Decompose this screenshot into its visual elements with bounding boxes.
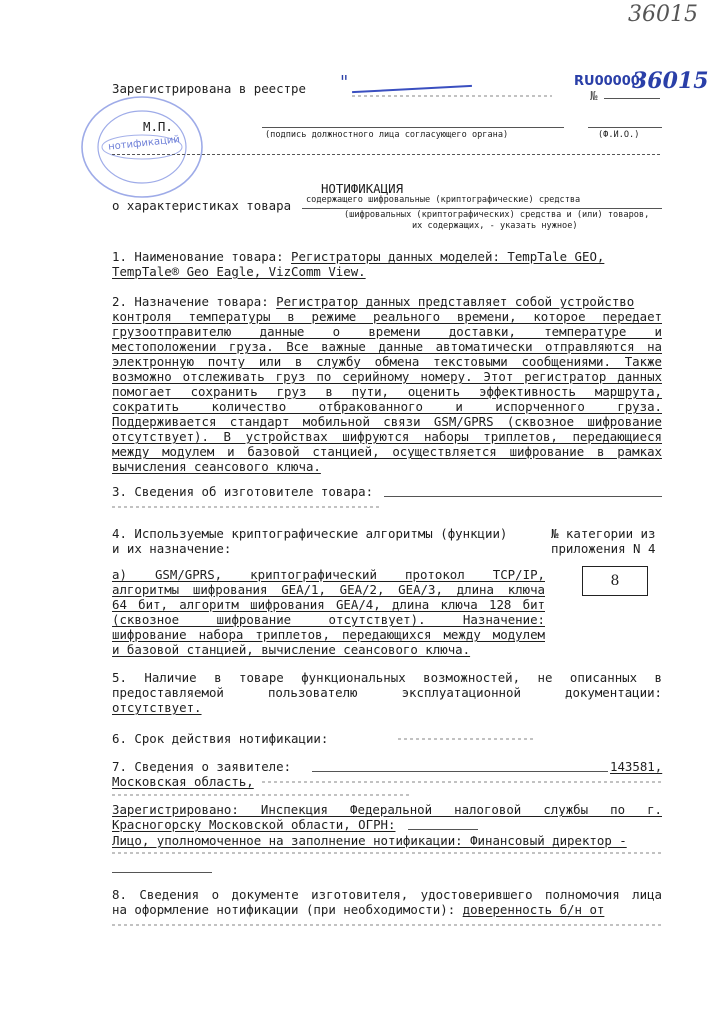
purpose-line-6: возможно отслеживать груз по серийному номеру. Этот регистратор данных <box>112 369 662 384</box>
algorithms-label-2: и их назначение: <box>112 541 232 556</box>
registry-number-handwritten: 36015 <box>632 68 709 94</box>
manufacturer-redacted <box>112 506 382 508</box>
purpose-line-5: электронную почту или в службу обмена текстовыми сообщениями. Также <box>112 354 662 369</box>
registered-quote: " <box>340 72 349 93</box>
section-goods-name <box>112 249 662 264</box>
registry-number-underline <box>604 98 660 99</box>
purpose-line-9: Поддерживается стандарт мобильной связи GSM/GPRS (сквозное шифрование <box>112 414 662 429</box>
about-goods-caption-1: (шифровальных (криптографических) средства и (или) товаров, <box>344 210 650 220</box>
authority-document-label: на оформление нотификации (при необходимости): <box>112 902 456 917</box>
undocumented-functions-line-2: предоставляемой пользователю эксплуатационной документации: <box>112 685 662 700</box>
authority-document-line-1: 8. Сведения о документе изготовителя, удостоверившего полномочия лица <box>112 887 662 902</box>
signature-caption: (подпись должностного лица согласующего органа) <box>265 130 509 140</box>
document-heading: НОТИФИКАЦИЯ <box>320 181 404 196</box>
registry-number-prefix: RU00000 <box>574 74 640 89</box>
header-separator <box>112 154 660 155</box>
validity-label: 6. Срок действия нотификации: <box>112 731 329 746</box>
undocumented-functions-line-1: 5. Наличие в товаре функциональных возможностей, не описанных в <box>112 670 662 685</box>
goods-name-value: Регистраторы данных моделей: TempTale GEO, <box>291 249 605 264</box>
purpose-line-1: Регистратор данных представляет собой устройство <box>276 294 635 309</box>
applicant-region: Московская область, <box>112 774 254 789</box>
purpose-line-8: сократить количество отбракованного и испорченного груза. <box>112 399 662 414</box>
purpose-label: 2. Назначение товара: <box>112 294 269 309</box>
manufacturer-label: 3. Сведения об изготовителе товара: <box>112 484 374 499</box>
number-sign: № <box>590 88 598 103</box>
registered-label: Зарегистрирована в реестре <box>112 81 306 96</box>
goods-name-value-2: TempTale® Geo Eagle, VizComm View. <box>112 264 366 279</box>
ogrn-underline <box>408 829 478 830</box>
purpose-line-4: местоположении груза. Все важные данные автоматически отправляются на <box>112 339 662 354</box>
applicant-authorized-person: Лицо, уполномоченное на заполнение нотификации: Финансовый директор - <box>112 833 627 848</box>
handwritten-page-number: 36015 <box>628 2 698 27</box>
algorithm-line-6: и базовой станцией, вычисление сеансового ключа. <box>112 642 471 657</box>
algorithm-line-3: 64 бит, алгоритм шифрования GEA/4, длина ключа 128 бит <box>112 597 545 612</box>
algorithm-line-4: (сквозное шифрование отсутствует). Назначение: <box>112 612 545 627</box>
purpose-line-12: вычисления сеансового ключа. <box>112 459 321 474</box>
purpose-line-7: помогает сохранить груз в пути, оценить эффективность маршрута, <box>112 384 662 399</box>
category-label-2: приложения N 4 <box>551 541 656 556</box>
mp-label: М.П. <box>143 119 173 134</box>
authority-document-redacted <box>112 924 662 926</box>
algorithm-line-1: а) GSM/GPRS, криптографический протокол TCP/IP, <box>112 567 545 582</box>
section-purpose <box>112 294 662 309</box>
undocumented-functions-value: отсутствует. <box>112 700 202 715</box>
applicant-label: 7. Сведения о заявителе: <box>112 759 292 774</box>
algorithm-line-2: алгоритмы шифрования GEA/1, GEA/2, GEA/3, длина ключа <box>112 582 545 597</box>
applicant-registered-line-2: Красногорску Московской области, ОГРН: <box>112 817 396 832</box>
authority-document-line-2 <box>112 902 664 917</box>
purpose-line-2: контроля температуры в режиме реального времени, которое передает <box>112 309 662 324</box>
applicant-person-redacted <box>112 852 662 854</box>
about-goods-value: содержащего шифровальные (криптографические) средства <box>306 195 581 205</box>
category-value-box: 8 <box>582 566 648 596</box>
purpose-line-3: грузоотправителю данные о времени доставки, температуре и <box>112 324 662 339</box>
about-goods-label: о характеристиках товара <box>112 198 292 213</box>
category-label-1: № категории из <box>551 526 656 541</box>
algorithm-line-5: шифрование набора триплетов, передающихся между модулем <box>112 627 545 642</box>
fio-caption: (Ф.И.О.) <box>598 130 640 140</box>
applicant-end-line <box>112 872 212 873</box>
about-goods-underline <box>302 208 662 209</box>
validity-redacted <box>398 738 536 740</box>
stamp-center-text: нотификаций <box>107 134 181 153</box>
signature-line <box>262 127 564 128</box>
about-goods-caption-2: их содержащих, - указать нужное) <box>412 221 578 231</box>
goods-name-label: 1. Наименование товара: <box>112 249 284 264</box>
applicant-address-redacted <box>262 781 662 783</box>
purpose-line-11: между модулем и базовой станцией, осуществляется шифрование в рамках <box>112 444 662 459</box>
applicant-underline <box>312 771 608 772</box>
applicant-ids-redacted <box>112 794 412 796</box>
authority-document-value: доверенность б/н от <box>462 902 605 917</box>
purpose-line-10: отсутствует). В устройствах шифруются наборы триплетов, передающиеся <box>112 429 662 444</box>
registered-date-redacted <box>352 88 562 97</box>
fio-line <box>588 127 662 128</box>
applicant-postcode: 143581, <box>610 759 663 774</box>
manufacturer-underline <box>384 496 662 497</box>
applicant-registered-line-1: Зарегистрировано: Инспекция Федеральной налоговой службы по г. <box>112 802 662 817</box>
algorithms-label-1: 4. Используемые криптографические алгоритмы (функции) <box>112 526 508 541</box>
